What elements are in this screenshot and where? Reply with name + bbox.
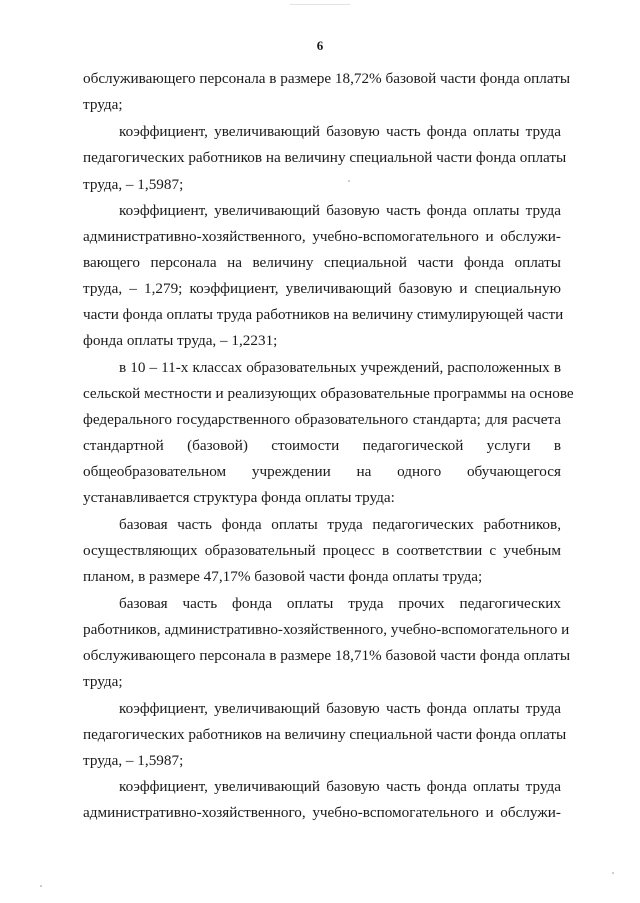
text-line: базовая часть фонда оплаты труда прочих педагогических (119, 595, 561, 612)
text-line: труда; (83, 673, 123, 690)
scan-speck (612, 872, 614, 874)
scan-speck (290, 4, 350, 5)
text-line: части фонда оплаты труда работников на величину стимулирующей части (83, 306, 564, 323)
text-line: коэффициент, увеличивающий базовую часть фонда оплаты труда (119, 202, 561, 219)
text-line: общеобразовательном учреждении на одного обучающегося (83, 463, 561, 480)
scan-speck (348, 180, 350, 182)
text-line: обслуживающего персонала в размере 18,72% базовой части фонда оплаты (83, 70, 571, 87)
text-line: осуществляющих образовательный процесс в соответствии с учебным (83, 542, 561, 559)
text-line: базовая часть фонда оплаты труда педагогических работников, (119, 516, 561, 533)
text-line: работников, административно-хозяйственного, учебно-вспомогательного и (83, 621, 570, 638)
text-line: труда, – 1,5987; (83, 176, 184, 193)
text-line: коэффициент, увеличивающий базовую часть фонда оплаты труда (119, 700, 561, 717)
text-line: федерального государственного образовательного стандарта; для расчета (83, 411, 561, 428)
text-line: труда, – 1,279; коэффициент, увеличивающий базовую и специальную (83, 280, 561, 297)
text-line: коэффициент, увеличивающий базовую часть фонда оплаты труда (119, 778, 561, 795)
text-line: сельской местности и реализующих образовательные программы на основе (83, 385, 574, 402)
text-line: фонда оплаты труда, – 1,2231; (83, 332, 278, 349)
scan-speck (40, 885, 42, 887)
text-line: обслуживающего персонала в размере 18,71% базовой части фонда оплаты (83, 647, 571, 664)
text-line: административно-хозяйственного, учебно-вспомогательного и обслужи- (83, 804, 561, 821)
text-line: устанавливается структура фонда оплаты труда: (83, 489, 395, 506)
text-line: педагогических работников на величину специальной части фонда оплаты (83, 149, 567, 166)
text-line: административно-хозяйственного, учебно-вспомогательного и обслужи- (83, 228, 561, 245)
page-number: 6 (316, 38, 324, 53)
text-line: труда, – 1,5987; (83, 752, 184, 769)
text-line: в 10 – 11-х классах образовательных учреждений, расположенных в (119, 359, 561, 376)
text-line: планом, в размере 47,17% базовой части фонда оплаты труда; (83, 568, 483, 585)
text-line: стандартной (базовой) стоимости педагогической услуги в (83, 437, 561, 454)
text-line: педагогических работников на величину специальной части фонда оплаты (83, 726, 567, 743)
text-line: вающего персонала на величину специальной части фонда оплаты (83, 254, 561, 271)
text-line: труда; (83, 96, 123, 113)
text-line: коэффициент, увеличивающий базовую часть фонда оплаты труда (119, 123, 561, 140)
